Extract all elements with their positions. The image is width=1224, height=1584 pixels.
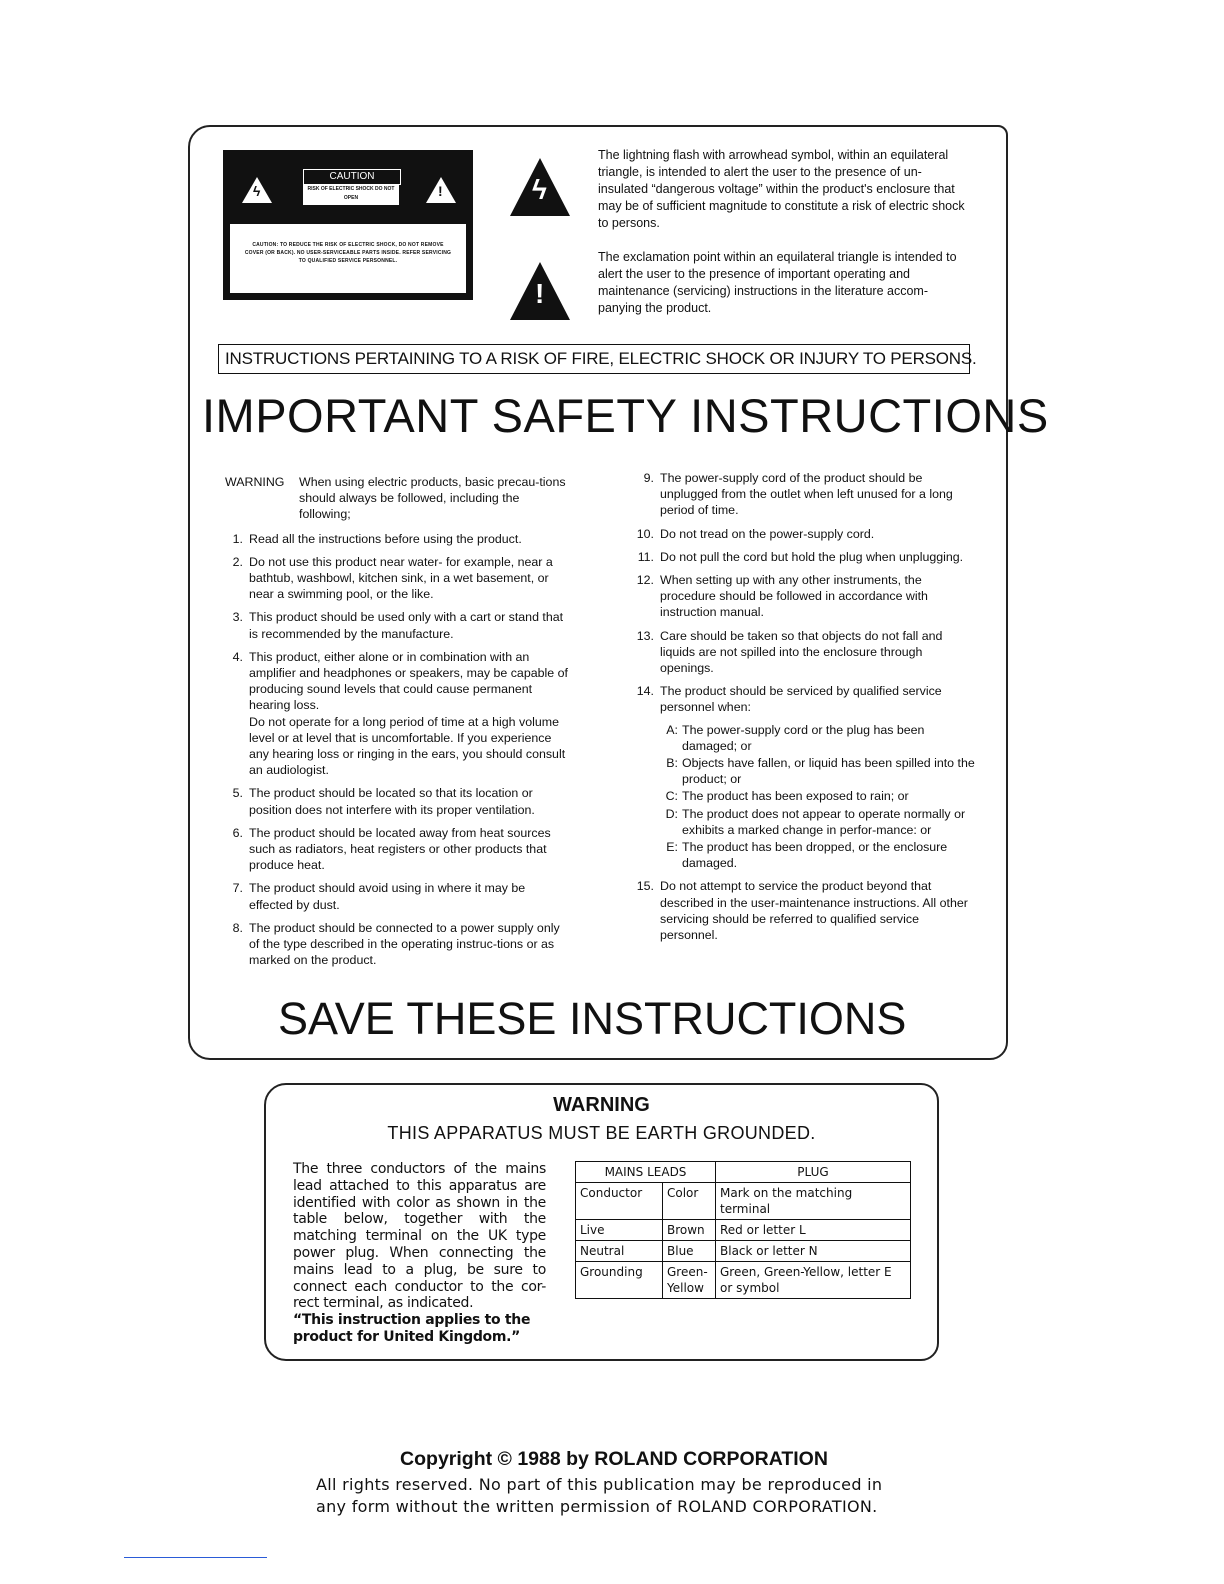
exclamation-triangle-icon: !	[426, 177, 456, 203]
instruction-item: 2. Do not use this product near water- for example, near a bathtub, washbowl, kitchen sink, in a wet basement, or near a swimming pool, or the like.	[232, 554, 553, 602]
save-instructions-title: SAVE THESE INSTRUCTIONS	[278, 993, 907, 1044]
table-cell: Green-Yellow	[663, 1262, 716, 1299]
copyright-line: Copyright © 1988 by ROLAND CORPORATION	[400, 1448, 828, 1470]
service-condition: C: The product has been exposed to rain; or	[665, 789, 909, 804]
page-title: IMPORTANT SAFETY INSTRUCTIONS	[202, 389, 1049, 442]
warning-note: “This instruction applies to the product for United Kingdom.”	[293, 1312, 531, 1345]
instruction-item: 7. The product should avoid using in where it may be effected by dust.	[232, 881, 526, 912]
service-condition: B: Objects have fallen, or liquid has been spilled into the product; or	[666, 756, 975, 787]
table-row	[576, 1220, 911, 1241]
table-column-header-row	[576, 1183, 911, 1220]
table-header-row	[576, 1162, 911, 1183]
instruction-item: 14. The product should be serviced by qualified service personnel when: A: The power-supply cord or the plug has been damaged; or B: Objects have fallen, or liquid has been spilled into the product; or C: The product has been exposed to rain; or D: The product does not appear to operate normally or exhibits a marked change in perfor-mance: or E: The product has been dropped, or the enclosure damaged.	[636, 684, 975, 871]
instruction-item: 6. The product should be located away from heat sources such as radiators, heat registers or other products that produce heat.	[232, 825, 551, 873]
table-cell: Black or letter N	[716, 1241, 911, 1262]
table-cell: Grounding	[576, 1262, 663, 1299]
table-column-header: Color	[663, 1183, 716, 1220]
table-column-header: Mark on the matching terminal	[716, 1183, 911, 1220]
exclamation-warning-icon: !	[510, 262, 570, 320]
instruction-item: 1. Read all the instructions before using the product.	[232, 531, 522, 546]
table-cell: Neutral	[576, 1241, 663, 1262]
table-row	[576, 1262, 911, 1299]
instruction-item: 10. Do not tread on the power-supply cord.	[636, 526, 875, 541]
lightning-warning-icon: ϟ	[510, 158, 570, 216]
instruction-item: 11. Do not pull the cord but hold the plug when unplugging.	[637, 549, 964, 564]
mains-leads-table	[575, 1161, 911, 1299]
instruction-item: 13. Care should be taken so that objects do not fall and liquids are not spilled into the enclosure through openings.	[636, 628, 943, 676]
instruction-item: 12. When setting up with any other instruments, the procedure should be followed in accordance with instruction manual.	[636, 573, 928, 620]
instruction-item: 9. The power-supply cord of the product should be unplugged from the outlet when left unused for a long period of time.	[643, 471, 953, 518]
lightning-symbol-explanation: The lightning flash with arrowhead symbol, within an equilateral triangle, is intended to alert the user to the presence of un-insulated “dangerous voltage” within the product's enclosure that may be of sufficient magnitude to constitute a risk of electric shock to persons.	[598, 148, 965, 230]
table-cell: Green, Green-Yellow, letter E or symbol	[716, 1262, 911, 1299]
table-column-header: Conductor	[576, 1183, 663, 1220]
service-conditions-list	[660, 722, 975, 872]
table-group-header: MAINS LEADS	[576, 1162, 716, 1183]
service-condition: A: The power-supply cord or the plug has been damaged; or	[666, 722, 925, 753]
warning-intro-text: When using electric products, basic precau-tions should always be followed, including the following;	[299, 475, 566, 522]
table-row	[576, 1241, 911, 1262]
instruction-item: 4. This product, either alone or in combination with an amplifier and headphones or speakers, may be capable of producing sound levels that could cause permanent hearing loss. Do not operate for a long period of time at a high volume level or at level that is uncomfortable. If you experience any hearing loss or ringing in the ears, you should consult an audiologist.	[232, 649, 568, 778]
warning-body-text: The three conductors of the mains lead attached to this apparatus are identified with color as shown in the table below, together with the matching terminal on the UK type power plug. When connecting the mains lead to a plug, be sure to connect each conductor to the cor-rect terminal, as indicated.	[293, 1161, 546, 1312]
instruction-item: 5. The product should be located so that its location or position does not interfere with its proper ventilation.	[232, 786, 535, 817]
instruction-item: 3. This product should be used only with a cart or stand that is recommended by the manufacture.	[232, 610, 564, 641]
rights-notice: All rights reserved. No part of this publication may be reproduced in any form without the written permission of ROLAND CORPORATION.	[316, 1475, 883, 1516]
instruction-item: 8. The product should be connected to a power supply only of the type described in the operating instruc-tions or as marked on the product.	[232, 920, 560, 968]
service-condition: E: The product has been dropped, or the enclosure damaged.	[666, 840, 948, 871]
instruction-item: 15. Do not attempt to service the product beyond that described in the user-maintenance instructions. All other servicing should be referred to qualified service personnel.	[636, 879, 968, 943]
warning-subtitle: THIS APPARATUS MUST BE EARTH GROUNDED.	[387, 1123, 816, 1143]
service-condition: D: The product does not appear to operate normally or exhibits a marked change in perfor-mance: or	[665, 806, 966, 837]
exclamation-symbol-explanation: The exclamation point within an equilateral triangle is intended to alert the user to the presence of important operating and maintenance (servicing) instructions in the literature accom-panying the product.	[598, 250, 957, 315]
risk-banner: INSTRUCTIONS PERTAINING TO A RISK OF FIRE, ELECTRIC SHOCK OR INJURY TO PERSONS.	[218, 344, 970, 374]
caution-subtext: RISK OF ELECTRIC SHOCK DO NOT OPEN	[303, 185, 399, 205]
table-cell: Brown	[663, 1220, 716, 1241]
caution-label	[223, 150, 473, 300]
table-cell: Blue	[663, 1241, 716, 1262]
right-instructions-column	[630, 470, 975, 950]
table-cell: Red or letter L	[716, 1220, 911, 1241]
warning-body	[293, 1161, 546, 1346]
lightning-triangle-icon: ϟ	[242, 177, 272, 203]
table-cell: Live	[576, 1220, 663, 1241]
warning-intro	[225, 474, 570, 523]
table-group-header: PLUG	[716, 1162, 911, 1183]
caution-bottom-text: CAUTION: TO REDUCE THE RISK OF ELECTRIC SHOCK, DO NOT REMOVE COVER (OR BACK). NO USER-SERVICEABLE PARTS INSIDE. REFER SERVICING TO QUALIFIED SERVICE PERSONNEL.	[244, 242, 452, 264]
warning-title: WARNING	[553, 1094, 650, 1116]
footer-rule	[124, 1557, 267, 1558]
left-instructions-column	[225, 474, 570, 975]
warning-intro-label: WARNING	[225, 475, 285, 489]
caution-heading: CAUTION	[303, 169, 401, 185]
